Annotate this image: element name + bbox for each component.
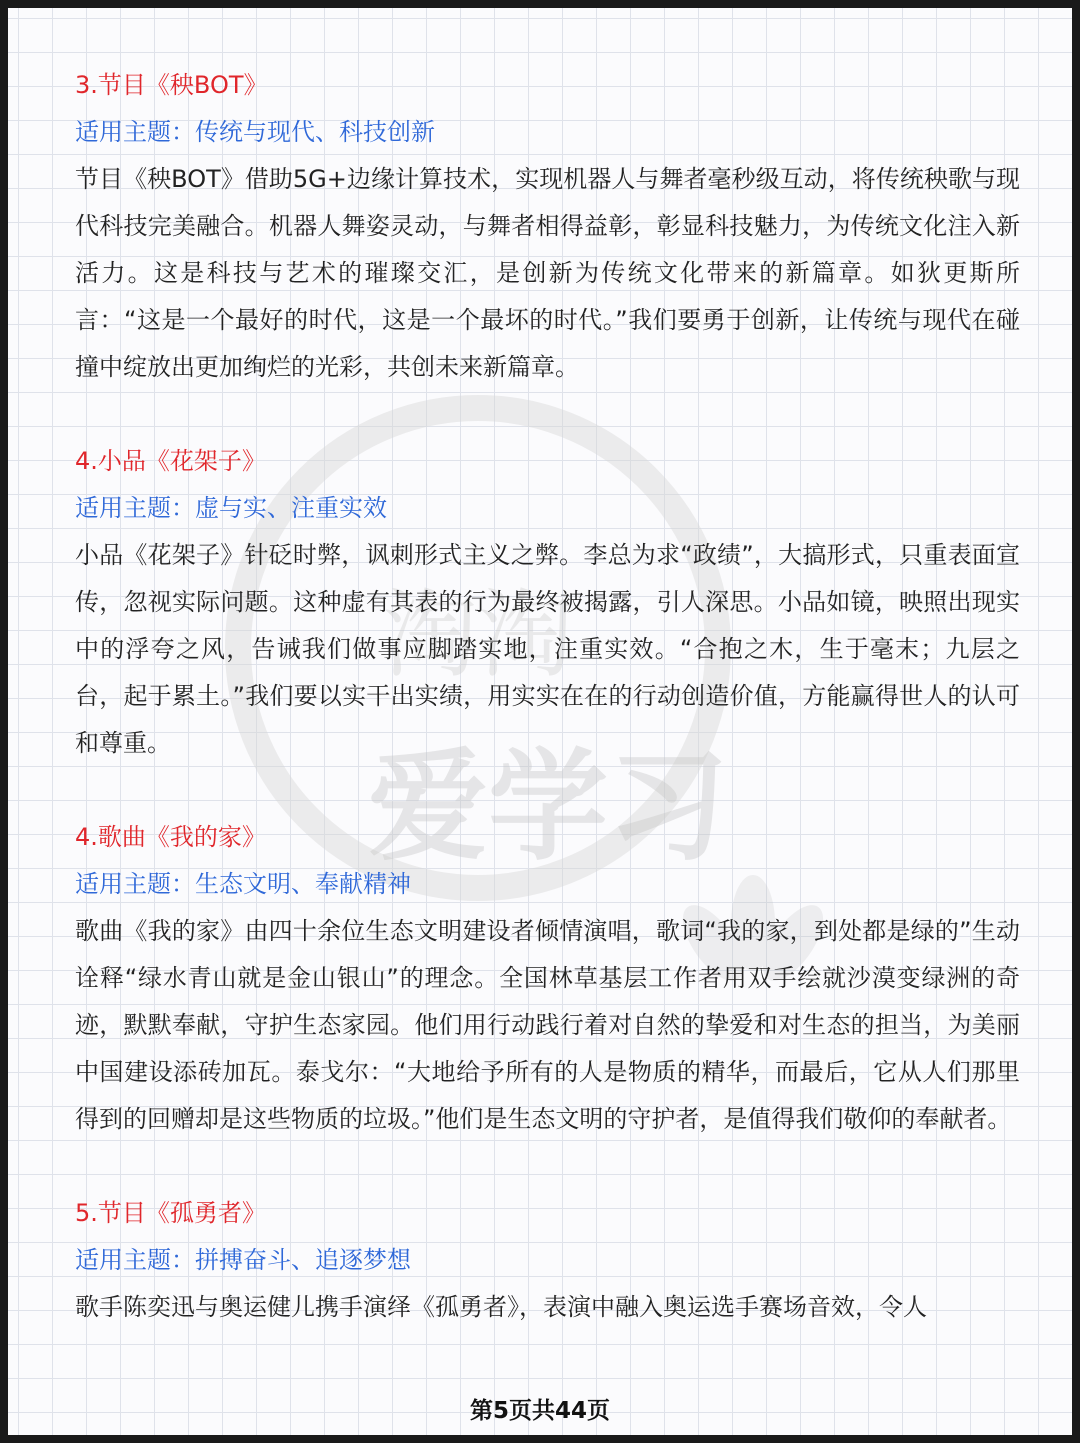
article-content [75,62,1020,1331]
section-wo-de-jia [75,814,1020,1143]
section-hua-jia-zi [75,438,1020,767]
document-page [8,8,1072,1435]
section-body: 歌手陈奕迅与奥运健儿携手演绎《孤勇者》，表演中融入奥运选手赛场音效，令人 [75,1293,927,1321]
section-body: 节目《秧BOT》借助5G+边缘计算技术，实现机器人与舞者毫秒级互动，将传统秧歌与现代科技完美融合。机器人舞姿灵动，与舞者相得益彰，彰显科技魅力，为传统文化注入新活力。这是科技与艺术的璀璨交汇，是创新为传统文化带来的新篇章。如狄更斯所言：“这是一个最好的时代，这是一个最坏的时代。”我们要勇于创新，让传统与现代在碰撞中绽放出更加绚烂的光彩，共创未来新篇章。 [75,165,1020,381]
section-theme: 适用主题：传统与现代、科技创新 [75,118,435,146]
section-gu-yong-zhe [75,1190,1020,1331]
section-body: 歌曲《我的家》由四十余位生态文明建设者倾情演唱，歌词“我的家，到处都是绿的”生动诠释“绿水青山就是金山银山”的理念。全国林草基层工作者用双手绘就沙漠变绿洲的奇迹，默默奉献，守护生态家园。他们用行动践行着对自然的挚爱和对生态的担当，为美丽中国建设添砖加瓦。泰戈尔：“大地给予所有的人是物质的精华，而最后，它从人们那里得到的回赠却是这些物质的垃圾。”他们是生态文明的守护者，是值得我们敬仰的奉献者。 [75,917,1020,1133]
section-title: 5.节目《孤勇者》 [75,1199,266,1227]
page-number: 第5页共44页 [469,1398,610,1424]
section-title: 3.节目《秧BOT》 [75,71,268,99]
watermark-logo-text: 淘淘 [382,579,574,691]
section-theme: 适用主题：生态文明、奉献精神 [75,870,411,898]
section-title: 4.小品《花架子》 [75,447,266,475]
section-title: 4.歌曲《我的家》 [75,823,266,851]
section-theme: 适用主题：虚与实、注重实效 [75,494,387,522]
section-theme: 适用主题：拼搏奋斗、追逐梦想 [75,1246,411,1274]
watermark-tagline: 爱学习 [368,738,728,877]
section-body: 小品《花架子》针砭时弊，讽刺形式主义之弊。李总为求“政绩”，大搞形式，只重表面宣传，忽视实际问题。这种虚有其表的行为最终被揭露，引人深思。小品如镜，映照出现实中的浮夸之风，告诫我们做事应脚踏实地，注重实效。“合抱之木，生于毫末；九层之台，起于累土。”我们要以实干出实绩，用实实在在的行动创造价值，方能赢得世人的认可和尊重。 [75,541,1020,757]
section-yang-bot [75,62,1020,391]
